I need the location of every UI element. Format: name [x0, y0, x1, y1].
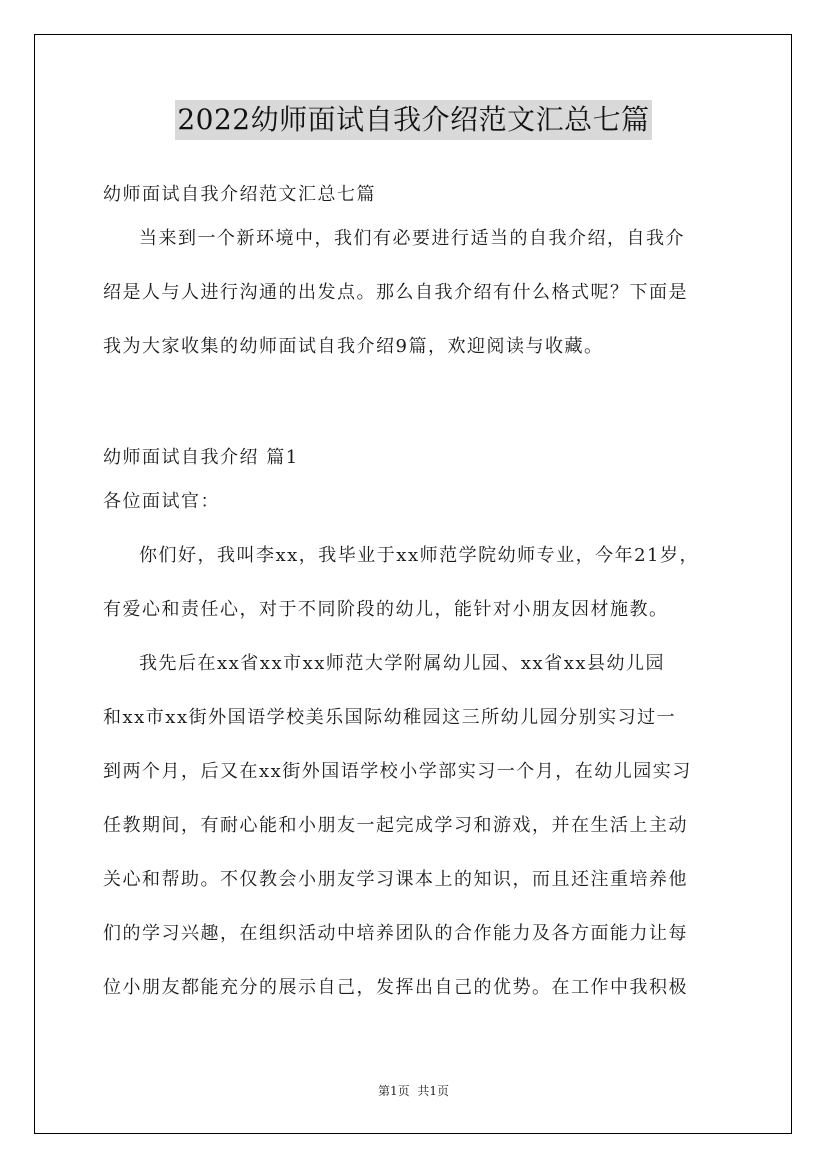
page-footer [0, 1082, 827, 1099]
intro-line: 当来到一个新环境中，我们有必要进行适当的自我介绍，自我介 [139, 228, 685, 249]
paragraph2-line: 们的学习兴趣，在组织活动中培养团队的合作能力及各方面能力让每 [103, 923, 688, 944]
title-wrap [0, 100, 827, 140]
paragraph1-line: 有爱心和责任心，对于不同阶段的幼儿，能针对小朋友因材施教。 [103, 599, 669, 620]
page-number-total: 共1页 [417, 1084, 450, 1098]
blank-line [103, 379, 728, 436]
paragraph2-line: 位小朋友都能充分的展示自己，发挥出自己的优势。在工作中我积极 [103, 977, 688, 998]
paragraph1-line: 你们好，我叫李xx，我毕业于xx师范学院幼师专业，今年21岁， [139, 545, 700, 566]
salutation: 各位面试官： [103, 491, 220, 512]
paragraph2-line: 到两个月，后又在xx街外国语学校小学部实习一个月，在幼儿园实习 [103, 761, 692, 782]
document-title: 2022幼师面试自我介绍范文汇总七篇 [175, 100, 651, 140]
paragraph2-line: 任教期间，有耐心能和小朋友一起完成学习和游戏，并在生活上主动 [103, 815, 688, 836]
paragraph2-line: 关心和帮助。不仅教会小朋友学习课本上的知识，而且还注重培养他 [103, 869, 688, 890]
section-heading: 幼师面试自我介绍 篇1 [103, 447, 299, 468]
subtitle: 幼师面试自我介绍范文汇总七篇 [103, 184, 376, 205]
paragraph2-line: 我先后在xx省xx市xx师范大学附属幼儿园、xx省xx县幼儿园 [139, 653, 666, 674]
page-number-current: 第1页 [377, 1084, 410, 1098]
document-body [103, 173, 728, 1020]
intro-line: 绍是人与人进行沟通的出发点。那么自我介绍有什么格式呢？下面是 [103, 282, 688, 303]
intro-line: 我为大家收集的幼师面试自我介绍9篇，欢迎阅读与收藏。 [103, 336, 604, 357]
paragraph2-line: 和xx市xx街外国语学校美乐国际幼稚园这三所幼儿园分别实习过一 [103, 707, 677, 728]
